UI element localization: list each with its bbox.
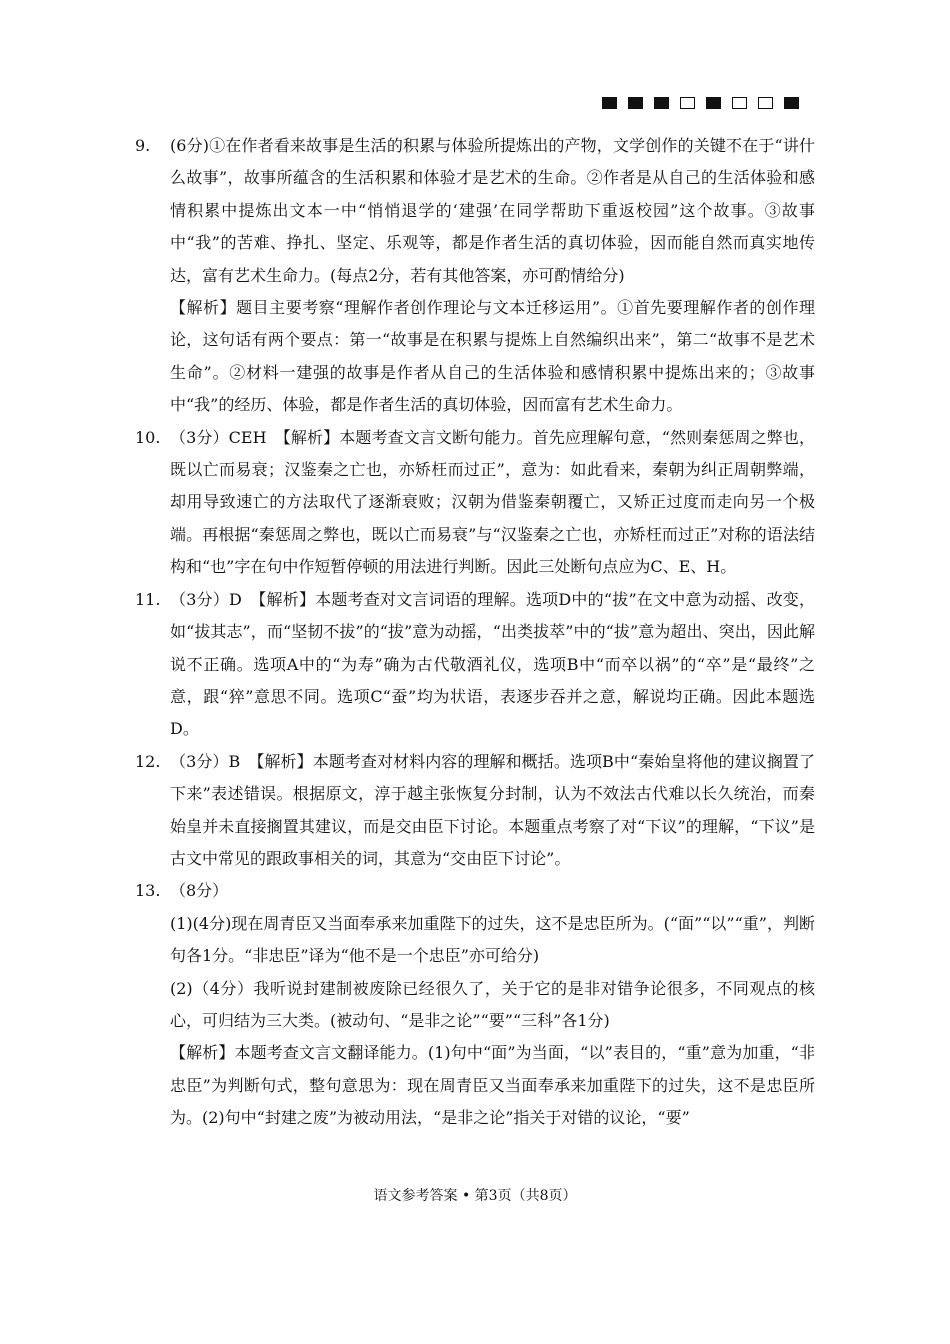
question-number: 10. — [135, 427, 161, 447]
header-mark-filled — [654, 97, 669, 109]
header-mark-empty — [758, 97, 773, 109]
question-11 — [135, 584, 815, 746]
header-mark-empty — [680, 97, 695, 109]
question-13-score: （8分） — [170, 881, 229, 901]
question-number: 11. — [135, 589, 161, 609]
question-13-details — [170, 908, 815, 1135]
header-mark-filled — [602, 97, 617, 109]
question-13-part-1: (1)(4分)现在周青臣又当面奉承来加重陛下的过失，这不是忠臣所为。(“面”“以”“重”，判断句各1分。“非忠臣”译为“他不是一个忠臣”亦可给分) — [170, 913, 815, 966]
question-10-text: （3分）CEH 【解析】本题考查文言文断句能力。首先应理解句意，“然则秦惩周之弊也，既以亡而易衰；汉鉴秦之亡也，亦矫枉而过正”，意为：如此看来，秦朝为纠正周朝弊端，却用导致速亡的方法取代了逐渐衰败；汉朝为借鉴秦朝覆亡，又矫正过度而走向另一个极端。再根据“秦惩周之弊也，既以亡而易衰”与“汉鉴秦之亡也，亦矫枉而过正”对称的语法结构和“也”字在句中作短暂停顿的用法进行判断。因此三处断句点应为C、E、H。 — [170, 427, 815, 577]
question-9-answer: (6分)①在作者看来故事是生活的积累与体验所提炼出的产物，文学创作的关键不在于“讲什么故事”，故事所蕴含的生活积累和体验才是艺术的生命。②作者是从自己的生活体验和感情积累中提炼出文本一中“悄悄退学的‘建强’在同学帮助下重返校园”这个故事。③故事中“我”的苦难、挣扎、坚定、乐观等，都是作者生活的真切体验，因而能自然而真实地传达，富有艺术生命力。(每点2分，若有其他答案，亦可酌情给分) — [170, 136, 815, 285]
question-13 — [135, 875, 815, 907]
question-13-analysis: 【解析】本题考查文言文翻译能力。(1)句中“面”为当面，“以”表目的，“重”意为加重，“非忠臣”为判断句式，整句意思为：现在周青臣又当面奉承来加重陛下的过失，这不是忠臣所为。(2)句中“封建之废”为被动用法，“是非之论”指关于对错的议论，“要” — [170, 1043, 815, 1128]
header-mark-filled — [628, 97, 643, 109]
question-13-part-2: (2)（4分）我听说封建制被废除已经很久了，关于它的是非对错争论很多，不同观点的核心，可归结为三大类。(被动句、“是非之论”“要”“三科”各1分) — [170, 978, 815, 1030]
header-mark-filled — [706, 97, 721, 109]
question-9 — [135, 130, 815, 422]
header-mark-filled — [784, 97, 799, 109]
question-10 — [135, 422, 815, 584]
header-mark-empty — [732, 97, 747, 109]
answer-content — [135, 130, 815, 1135]
question-9-analysis: 【解析】题目主要考察“理解作者创作理论与文本迁移运用”。①首先要理解作者的创作理论，这句话有两个要点：第一“故事是在积累与提炼上自然编织出来”，第二“故事不是艺术生命”。②材料一建强的故事是作者从自己的生活体验和感情积累中提炼出来的；③故事中“我”的经历、体验，都是作者生活的真切体验，因而富有艺术生命力。 — [170, 298, 815, 415]
question-12-text: （3分）B 【解析】本题考查对材料内容的理解和概括。选项B中“秦始皇将他的建议搁置了下来”表述错误。根据原文，淳于越主张恢复分封制，认为不效法古代难以长久统治，而秦始皇并未直接搁置其建议，而是交由臣下讨论。本题重点考察了对“下议”的理解，“下议”是古文中常见的跟政事相关的词，其意为“交由臣下讨论”。 — [170, 751, 815, 868]
question-number: 9. — [135, 136, 151, 155]
header-marks — [602, 97, 799, 109]
page-footer: 语文参考答案 • 第3页（共8页） — [373, 1188, 577, 1204]
question-12 — [135, 746, 815, 876]
question-number: 12. — [135, 751, 161, 771]
question-number: 13. — [135, 881, 161, 901]
question-11-text: （3分）D 【解析】本题考查对文言词语的理解。选项D中的“拔”在文中意为动摇、改变，如“拔其志”，而“坚韧不拔”的“拔”意为动摇，“出类拔萃”中的“拔”意为超出、突出，因此解说不正确。选项A中的“为寿”确为古代敬酒礼仪，选项B中“而卒以祸”的“卒”是“最终”之意，跟“猝”意思不同。选项C“蚕”均为状语，表逐步吞并之意，解说均正确。因此本题选D。 — [170, 589, 815, 739]
